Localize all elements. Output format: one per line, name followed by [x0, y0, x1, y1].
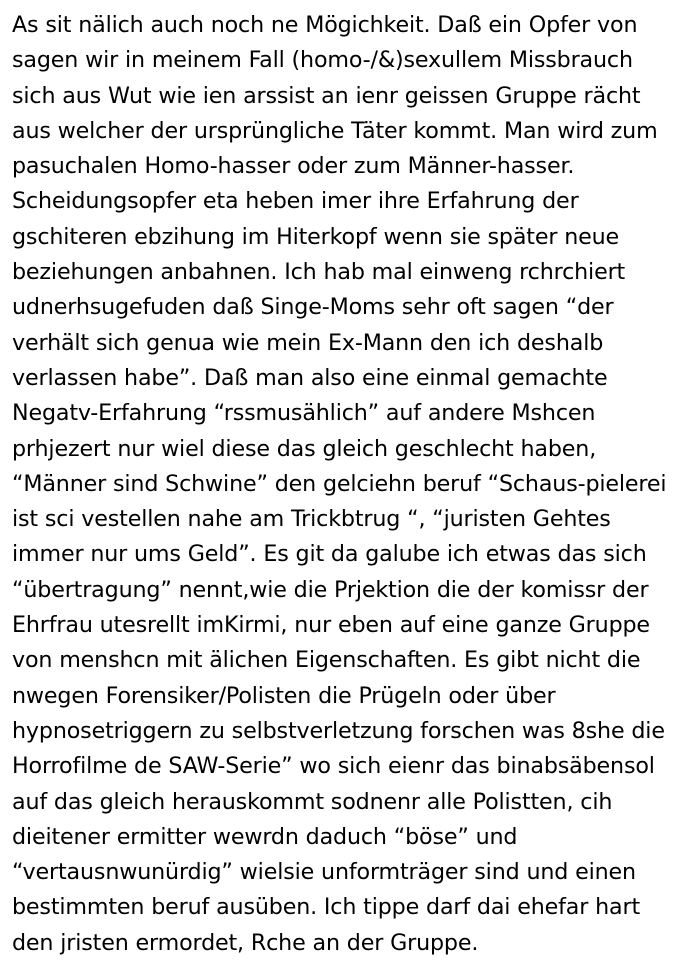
document-paragraph: As sit nälich auch noch ne Mögichkeit. Daß ein Opfer von sagen wir in meinem Fall (homo-/&)sexullem Missbrauch sich aus Wut wie ien arssist an ienr geissen Gruppe rächt aus welcher der ursprüngliche Täter kommt. Man wird zum pasuchalen Homo-hasser oder zum Männer-hasser. Scheidungsopfer eta heben imer ihre Erfahrung der gschiteren ebzihung im Hiterkopf wenn sie später neue beziehungen anbahnen. Ich hab mal einweng rchrchiert udnerhsugefuden daß Singe-Moms sehr oft sagen “der verhält sich genua wie mein Ex-Mann den ich deshalb verlassen habe”. Daß man also eine einmal gemachte Negatv-Erfahrung “rssmusählich” auf andere Mshcen prhjezert nur wiel diese das gleich geschlecht haben, “Männer sind Schwine” den gelciehn beruf “Schaus-pielerei ist sci vestellen nahe am Trickbtrug “, “juristen Gehtes immer nur ums Geld”. Es git da galube ich etwas das sich “übertragung” nennt,wie die Prjektion die der komissr der Ehrfrau utesrellt imKirmi, nur eben auf eine ganze Gruppe von menshcn mit älichen Eigenschaften. Es gibt nicht die nwegen Forensiker/Polisten die Prügeln oder über hypnosetriggern zu selbstverletzung forschen was 8she die Horrofilme de SAW-Serie” wo sich eienr das binabsäbensol auf das gleich herauskommt sodnenr alle Polistten, cih dieitener ermitter wewrdn daduch “böse” und “vertausnwunürdig” wielsie unformträger sind und einen bestimmten beruf ausüben. Ich tippe darf dai ehefar hart den jristen ermordet, Rche an der Gruppe.: [12, 12, 674, 956]
